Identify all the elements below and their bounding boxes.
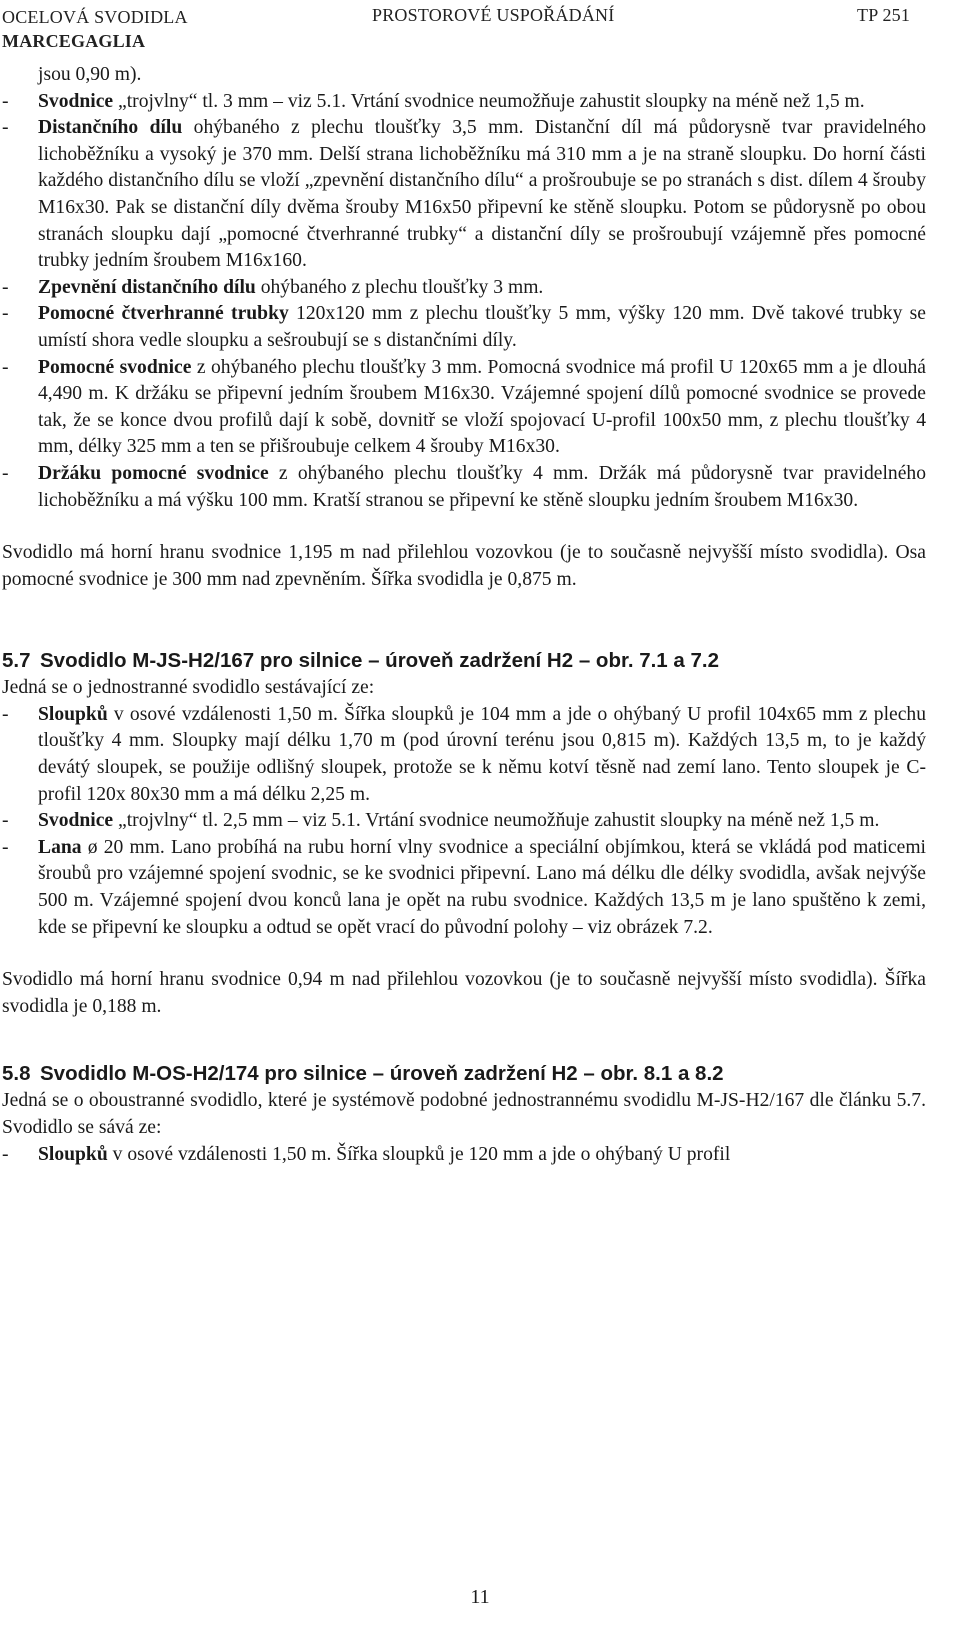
component-list-1	[2, 89, 926, 515]
item-term: Zpevnění distančního dílu	[38, 276, 256, 298]
item-term: Pomocné čtverhranné trubky	[38, 303, 289, 325]
item-term: Distančního dílu	[38, 117, 183, 139]
section-title: Svodidlo M-OS-H2/174 pro silnice – úroveň zadržení H2 – obr. 8.1 a 8.2	[40, 1062, 724, 1086]
item-text: 120x120 mm z plechu tloušťky 5 mm, výšky 120 mm. Dvě takové trubky se umístí shora vedle sloupku a sešroubují se s distančními díly.	[38, 303, 926, 351]
item-term: Svodnice	[38, 810, 114, 832]
list-item: - Držáku pomocné svodnice z ohýbaného plechu tloušťky 4 mm. Držák má půdorysně tvar pravidelného lichoběžníku a má výšku 100 mm. Kratší stranou se připevní ke stěně sloupku jedním šroubem M16x30.	[2, 462, 926, 511]
section-title: Svodidlo M-JS-H2/167 pro silnice – úroveň zadržení H2 – obr. 7.1 a 7.2	[40, 649, 720, 673]
component-list-2	[2, 702, 926, 941]
section-number: 5.7	[2, 649, 31, 673]
item-text: „trojvlny“ tl. 3 mm – viz 5.1. Vrtání svodnice neumožňuje zahustit sloupky na méně než 1,5 m.	[113, 90, 865, 112]
item-term: Sloupků	[38, 1143, 108, 1165]
item-term: Pomocné svodnice	[38, 356, 192, 378]
item-text: z ohýbaného plechu tloušťky 4 mm. Držák má půdorysně tvar pravidelného lichoběžníku a má výšku 100 mm. Kratší stranou se připevní ke stěně sloupku jedním šroubem M16x30.	[38, 462, 926, 511]
page-header	[0, 0, 960, 60]
list-item: - Sloupků v osové vzdálenosti 1,50 m. Šířka sloupků je 104 mm a jde o ohýbaný U profil 104x65 mm z plechu tloušťky 4 mm. Sloupky mají délku 1,70 m (pod úrovní terénu jsou 0,815 m). Každých 13,5 m, to je každý devátý sloupek, se použije odlišný sloupek, protože se k němu kotví těsně nad zemí lano. Tento sloupek je C-profil 120x 80x30 mm a má délku 2,25 m.	[2, 703, 926, 805]
document-body	[2, 62, 926, 1168]
item-text: v osové vzdálenosti 1,50 m. Šířka sloupků je 104 mm a jde o ohýbaný U profil 104x65 mm z plechu tloušťky 4 mm. Sloupky mají délku 1,70 m (pod úrovní terénu jsou 0,815 m). Každých 13,5 m, to je každý devátý sloupek, se použije odlišný sloupek, protože se k němu kotví těsně nad zemí lano. Tento sloupek je C-profil 120x 80x30 mm a má délku 2,25 m.	[38, 703, 926, 805]
item-text: z ohýbaného plechu tloušťky 3 mm. Pomocná svodnice má profil U 120x65 mm a je dlouhá 4,490 m. K držáku se připevní jedním šroubem M16x30. Vzájemné spojení dílů pomocné svodnice se provede tak, že se konce dvou profilů dají k sobě, dovnitř se vloží spojovací U-profil 100x50 mm, z plechu tloušťky 4 mm, délky 325 mm a ten se přišroubuje celkem 4 šrouby M16x30.	[38, 356, 926, 458]
list-item: - Svodnice „trojvlny“ tl. 2,5 mm – viz 5.1. Vrtání svodnice neumožňuje zahustit sloupky na méně než 1,5 m.	[2, 810, 880, 832]
section-closing-paragraph: Svodidlo má horní hranu svodnice 0,94 m nad přilehlou vozovkou (je to současně nejvyšší místo svodidla). Šířka svodidla je 0,188 m.	[2, 969, 926, 1017]
page-number: 11	[470, 1586, 490, 1608]
item-term: Sloupků	[38, 703, 108, 725]
section-number: 5.8	[2, 1062, 31, 1086]
list-item: - Pomocné svodnice z ohýbaného plechu tloušťky 3 mm. Pomocná svodnice má profil U 120x65 mm a je dlouhá 4,490 m. K držáku se připevní jedním šroubem M16x30. Vzájemné spojení dílů pomocné svodnice se provede tak, že se konce dvou profilů dají k sobě, dovnitř se vloží spojovací U-profil 100x50 mm, z plechu tloušťky 4 mm, délky 325 mm a ten se přišroubuje celkem 4 šrouby M16x30.	[2, 356, 926, 458]
header-section-title: PROSTOROVÉ USPOŘÁDÁNÍ	[372, 5, 615, 25]
list-item: - Lana ø 20 mm. Lano probíhá na rubu horní vlny svodnice a speciální objímkou, která se vkládá pod maticemi šroubů pro vzájemné spojení svodnic, se ke svodnici připevní. Lano má délku dle délky svodidla, avšak nejvýše 500 m. Vzájemné spojení dvou konců lana je opět na rubu svodnice. Každých 13,5 m je lano spuštěno k zemi, kde se připevní ke sloupku a odtud se opět vrací do původní polohy – viz obrázek 7.2.	[2, 836, 926, 938]
header-left-line2: MARCEGAGLIA	[2, 31, 146, 51]
list-item: - Sloupků v osové vzdálenosti 1,50 m. Šířka sloupků je 120 mm a jde o ohýbaný U profil	[2, 1143, 731, 1165]
list-item: - Svodnice „trojvlny“ tl. 3 mm – viz 5.1. Vrtání svodnice neumožňuje zahustit sloupky na méně než 1,5 m.	[2, 90, 865, 112]
section-intro: Jedná se o oboustranné svodidlo, které je systémově podobné jednostrannému svodidlu M-JS-H2/167 dle článku 5.7. Svodidlo se sává ze:	[2, 1090, 926, 1138]
section-heading-5-7	[2, 647, 926, 675]
list-item: - Distančního dílu ohýbaného z plechu tloušťky 3,5 mm. Distanční díl má půdorysně tvar pravidelného lichoběžníku a vysoký je 370 mm. Delší strana lichoběžníku má 310 mm a je na straně sloupku. Do horní části každého distančního dílu se vloží „zpevnění distančního dílu“ a prošroubuje se po stranách s dist. dílem 4 šrouby M16x30. Pak se distanční díly dvěma šrouby M16x50 připevní ke stěně sloupku. Potom se půdorysně po obou stranách sloupku dají „pomocné čtverhranné trubky“ a distanční díly se prošroubují vzájemně přes pomocné trubky jedním šroubem M16x160.	[2, 117, 927, 272]
item-text: ohýbaného z plechu tloušťky 3 mm.	[255, 276, 544, 298]
item-text: ohýbaného z plechu tloušťky 3,5 mm. Distanční díl má půdorysně tvar pravidelného lichoběžníku a vysoký je 370 mm. Delší strana lichoběžníku má 310 mm a je na straně sloupku. Do horní části každého distančního dílu se vloží „zpevnění distančního dílu“ a prošroubuje se po stranách s dist. dílem 4 šrouby M16x30. Pak se distanční díly dvěma šrouby M16x50 připevní ke stěně sloupku. Potom se půdorysně po obou stranách sloupku dají „pomocné čtverhranné trubky“ a distanční díly se prošroubují vzájemně přes pomocné trubky jedním šroubem M16x160.	[38, 117, 927, 272]
component-list-3	[2, 1142, 926, 1169]
continuation-line: jsou 0,90 m).	[38, 64, 142, 85]
item-text: v osové vzdálenosti 1,50 m. Šířka sloupků je 120 mm a jde o ohýbaný U profil	[107, 1143, 731, 1165]
header-left-line1: OCELOVÁ SVODIDLA	[2, 7, 188, 27]
list-item: - Pomocné čtverhranné trubky 120x120 mm z plechu tloušťky 5 mm, výšky 120 mm. Dvě takové trubky se umístí shora vedle sloupku a sešroubují se s distančními díly.	[2, 303, 926, 351]
header-doc-code: TP 251	[857, 5, 911, 25]
item-term: Svodnice	[38, 90, 114, 112]
item-term: Držáku pomocné svodnice	[38, 462, 269, 484]
header-publisher	[2, 5, 188, 53]
section-intro: Jedná se o jednostranné svodidlo sestávající ze:	[2, 677, 375, 699]
item-term: Lana	[38, 836, 82, 858]
item-text: „trojvlny“ tl. 2,5 mm – viz 5.1. Vrtání svodnice neumožňuje zahustit sloupky na méně než 1,5 m.	[113, 810, 880, 832]
item-text: ø 20 mm. Lano probíhá na rubu horní vlny svodnice a speciální objímkou, která se vkládá pod maticemi šroubů pro vzájemné spojení svodnic, se ke svodnici připevní. Lano má délku dle délky svodidla, avšak nejvýše 500 m. Vzájemné spojení dvou konců lana je opět na rubu svodnice. Každých 13,5 m je lano spuštěno k zemi, kde se připevní ke sloupku a odtud se opět vrací do původní polohy – viz obrázek 7.2.	[38, 836, 926, 938]
section-heading-5-8	[2, 1060, 926, 1088]
summary-paragraph: Svodidlo má horní hranu svodnice 1,195 m nad přilehlou vozovkou (je to současně nejvyšší místo svodidla). Osa pomocné svodnice je 300 mm nad zpevněním. Šířka svodidla je 0,875 m.	[2, 542, 926, 590]
list-item: - Zpevnění distančního dílu ohýbaného z plechu tloušťky 3 mm.	[2, 276, 544, 298]
